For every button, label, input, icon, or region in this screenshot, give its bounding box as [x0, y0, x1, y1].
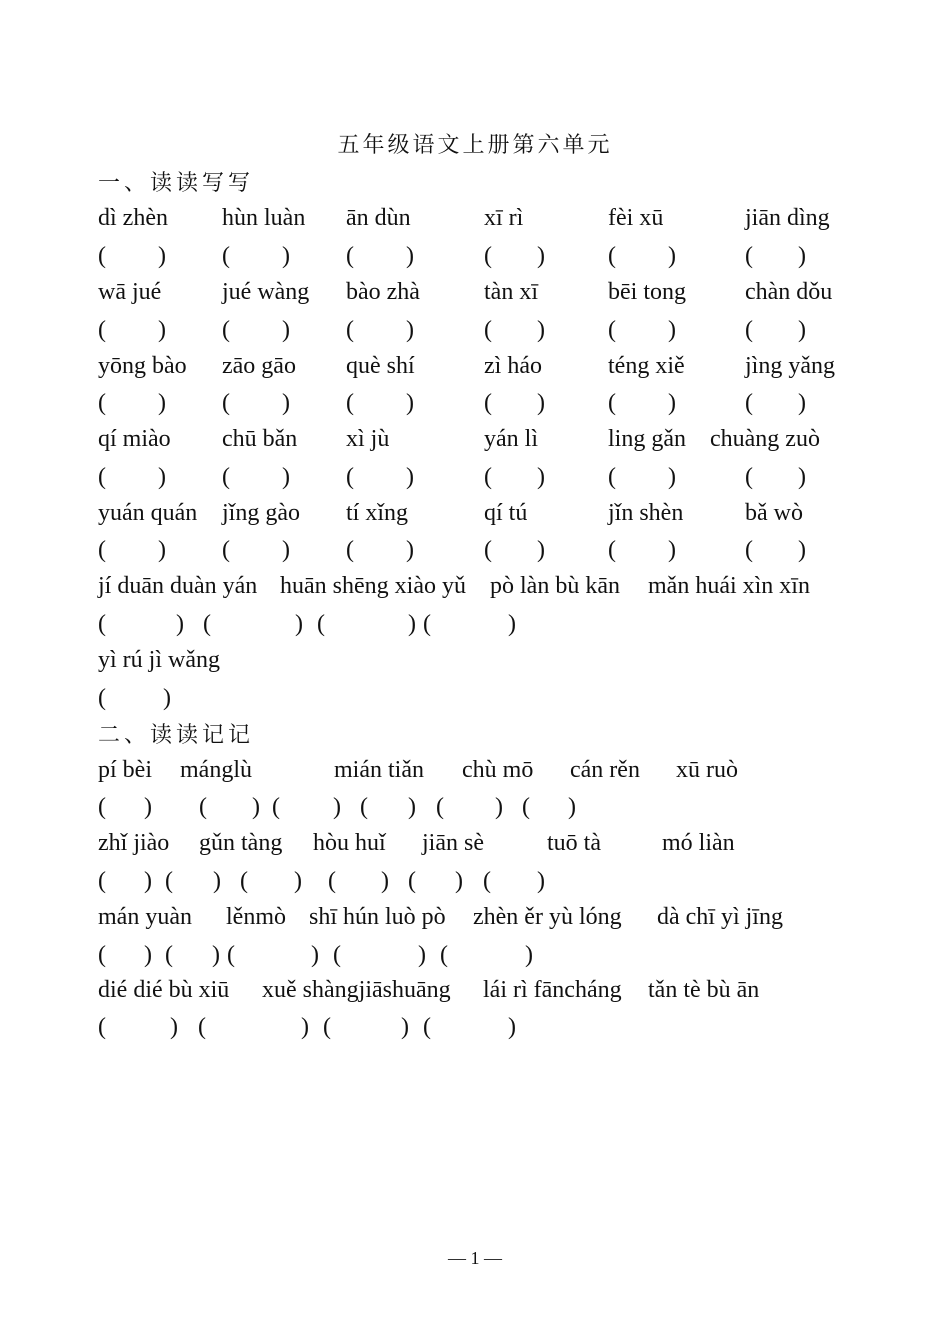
paren-open: ( [745, 390, 753, 416]
pinyin-word: qí tú [484, 500, 528, 526]
paren-open: ( [222, 464, 230, 490]
pinyin-word: chàn dǒu [745, 279, 833, 305]
paren-close: ) [406, 464, 414, 490]
paren-open: ( [98, 464, 106, 490]
pinyin-word: jiān dìng [745, 205, 830, 231]
paren-open: ( [333, 942, 341, 968]
pinyin-word: què shí [346, 353, 415, 379]
paren-open: ( [745, 464, 753, 490]
pinyin-word: tǎn tè bù ān [648, 977, 760, 1003]
paren-close: ) [537, 464, 545, 490]
pinyin-word: tí xǐng [346, 500, 409, 526]
pinyin-word: lái rì fāncháng [483, 977, 622, 1003]
paren-close: ) [158, 464, 166, 490]
pinyin-word: mán yuàn [98, 904, 192, 930]
pinyin-word: xuě shàngjiāshuāng [262, 977, 451, 1003]
paren-close: ) [798, 537, 806, 563]
paren-open: ( [346, 537, 354, 563]
pinyin-word: shī hún luò pò [309, 904, 446, 930]
paren-close: ) [508, 611, 516, 637]
pinyin-word: jǐng gào [222, 500, 300, 526]
paren-close: ) [408, 794, 416, 820]
pinyin-word: xì jù [346, 426, 390, 452]
paren-close: ) [668, 537, 676, 563]
paren-close: ) [212, 942, 220, 968]
pinyin-word: hòu huǐ [313, 830, 386, 856]
paren-open: ( [203, 611, 211, 637]
pinyin-word: tuō tà [547, 830, 601, 856]
paren-open: ( [165, 942, 173, 968]
paren-close: ) [418, 942, 426, 968]
paren-open: ( [440, 942, 448, 968]
pinyin-word: chuàng zuò [710, 426, 820, 452]
paren-close: ) [401, 1014, 409, 1040]
paren-close: ) [294, 868, 302, 894]
paren-open: ( [98, 243, 106, 269]
pinyin-word: zì háo [484, 353, 542, 379]
paren-close: ) [406, 317, 414, 343]
pinyin-word: zhǐ jiào [98, 830, 170, 856]
pinyin-word: pí bèi [98, 757, 152, 783]
paren-open: ( [484, 390, 492, 416]
paren-open: ( [484, 537, 492, 563]
paren-open: ( [346, 317, 354, 343]
pinyin-word: mánglù [180, 757, 252, 783]
pinyin-word: mǎn huái xìn xīn [648, 573, 810, 599]
pinyin-word: chù mō [462, 757, 534, 783]
paren-close: ) [158, 537, 166, 563]
paren-open: ( [323, 1014, 331, 1040]
pinyin-word: chū bǎn [222, 426, 298, 452]
paren-open: ( [436, 794, 444, 820]
paren-open: ( [608, 464, 616, 490]
paren-close: ) [508, 1014, 516, 1040]
paren-close: ) [170, 1014, 178, 1040]
paren-open: ( [346, 464, 354, 490]
paren-open: ( [745, 243, 753, 269]
paren-open: ( [199, 794, 207, 820]
paren-open: ( [346, 243, 354, 269]
pinyin-word: téng xiě [608, 353, 685, 379]
paren-open: ( [98, 685, 106, 711]
paren-close: ) [158, 243, 166, 269]
paren-close: ) [282, 390, 290, 416]
pinyin-word: mó liàn [662, 830, 735, 856]
paren-close: ) [282, 464, 290, 490]
pinyin-word: zhèn ěr yù lóng [473, 904, 622, 930]
pinyin-word: yuán quán [98, 500, 198, 526]
paren-close: ) [537, 390, 545, 416]
paren-open: ( [98, 537, 106, 563]
paren-close: ) [158, 390, 166, 416]
paren-open: ( [222, 243, 230, 269]
pinyin-word: xū ruò [676, 757, 738, 783]
paren-open: ( [317, 611, 325, 637]
pinyin-word: pò làn bù kān [490, 573, 620, 599]
page-title: 五年级语文上册第六单元 [337, 133, 613, 158]
paren-open: ( [423, 1014, 431, 1040]
paren-open: ( [484, 317, 492, 343]
pinyin-word: hùn luàn [222, 205, 306, 231]
pinyin-word: wā jué [98, 279, 162, 305]
paren-close: ) [252, 794, 260, 820]
paren-close: ) [798, 243, 806, 269]
paren-close: ) [537, 868, 545, 894]
paren-close: ) [144, 794, 152, 820]
paren-close: ) [282, 317, 290, 343]
paren-open: ( [240, 868, 248, 894]
paren-open: ( [483, 868, 491, 894]
pinyin-word: qí miào [98, 426, 171, 452]
paren-open: ( [608, 317, 616, 343]
pinyin-word: yōng bào [98, 353, 187, 379]
pinyin-word: gǔn tàng [199, 830, 283, 856]
paren-close: ) [525, 942, 533, 968]
paren-close: ) [406, 537, 414, 563]
paren-close: ) [537, 537, 545, 563]
paren-open: ( [346, 390, 354, 416]
paren-open: ( [222, 390, 230, 416]
paren-close: ) [295, 611, 303, 637]
pinyin-word: mián tiǎn [334, 757, 424, 783]
paren-open: ( [272, 794, 280, 820]
paren-open: ( [408, 868, 416, 894]
paren-close: ) [406, 243, 414, 269]
paren-open: ( [98, 611, 106, 637]
paren-close: ) [798, 464, 806, 490]
paren-close: ) [176, 611, 184, 637]
page-number: — 1 — [448, 1248, 502, 1268]
paren-close: ) [158, 317, 166, 343]
pinyin-word: dà chī yì jīng [657, 904, 783, 930]
pinyin-word: bào zhà [346, 279, 420, 305]
paren-close: ) [144, 942, 152, 968]
paren-open: ( [198, 1014, 206, 1040]
paren-close: ) [798, 390, 806, 416]
paren-open: ( [98, 317, 106, 343]
paren-open: ( [98, 868, 106, 894]
paren-open: ( [222, 537, 230, 563]
paren-close: ) [668, 464, 676, 490]
paren-close: ) [311, 942, 319, 968]
paren-close: ) [213, 868, 221, 894]
pinyin-word: lěnmò [226, 904, 286, 930]
paren-close: ) [537, 243, 545, 269]
paren-open: ( [745, 317, 753, 343]
paren-close: ) [282, 243, 290, 269]
section-heading-2: 二、读读记记 [98, 723, 255, 748]
paren-close: ) [282, 537, 290, 563]
pinyin-word: jìng yǎng [745, 353, 835, 379]
paren-open: ( [98, 794, 106, 820]
paren-close: ) [381, 868, 389, 894]
pinyin-word: jǐn shèn [608, 500, 684, 526]
paren-open: ( [608, 537, 616, 563]
paren-open: ( [98, 390, 106, 416]
paren-open: ( [745, 537, 753, 563]
paren-open: ( [222, 317, 230, 343]
paren-open: ( [98, 942, 106, 968]
paren-close: ) [455, 868, 463, 894]
paren-close: ) [798, 317, 806, 343]
paren-open: ( [522, 794, 530, 820]
pinyin-word: ān dùn [346, 205, 411, 231]
pinyin-word: bēi tong [608, 279, 686, 305]
pinyin-word: cán rěn [570, 757, 640, 783]
paren-open: ( [165, 868, 173, 894]
paren-close: ) [668, 390, 676, 416]
paren-open: ( [484, 464, 492, 490]
paren-open: ( [608, 390, 616, 416]
paren-open: ( [328, 868, 336, 894]
paren-open: ( [423, 611, 431, 637]
section-heading-1: 一、读读写写 [98, 171, 255, 196]
paren-close: ) [537, 317, 545, 343]
pinyin-word: zāo gāo [222, 353, 296, 379]
pinyin-word: dì zhèn [98, 205, 168, 231]
paren-open: ( [608, 243, 616, 269]
paren-close: ) [163, 685, 171, 711]
pinyin-word: yán lì [484, 426, 538, 452]
pinyin-word: jiān sè [422, 830, 484, 856]
pinyin-word: xī rì [484, 205, 524, 231]
pinyin-word: yì rú jì wǎng [98, 647, 220, 673]
pinyin-word: bǎ wò [745, 500, 803, 526]
paren-close: ) [668, 317, 676, 343]
paren-close: ) [668, 243, 676, 269]
paren-close: ) [301, 1014, 309, 1040]
pinyin-word: jí duān duàn yán [98, 573, 258, 599]
paren-close: ) [495, 794, 503, 820]
paren-close: ) [408, 611, 416, 637]
pinyin-word: tàn xī [484, 279, 538, 305]
paren-close: ) [333, 794, 341, 820]
paren-open: ( [227, 942, 235, 968]
paren-close: ) [568, 794, 576, 820]
pinyin-word: jué wàng [222, 279, 310, 305]
pinyin-word: ling gǎn [608, 426, 686, 452]
pinyin-word: fèi xū [608, 205, 664, 231]
pinyin-word: huān shēng xiào yǔ [280, 573, 466, 599]
paren-close: ) [406, 390, 414, 416]
paren-open: ( [360, 794, 368, 820]
paren-close: ) [144, 868, 152, 894]
paren-open: ( [484, 243, 492, 269]
pinyin-word: dié dié bù xiū [98, 977, 230, 1003]
paren-open: ( [98, 1014, 106, 1040]
